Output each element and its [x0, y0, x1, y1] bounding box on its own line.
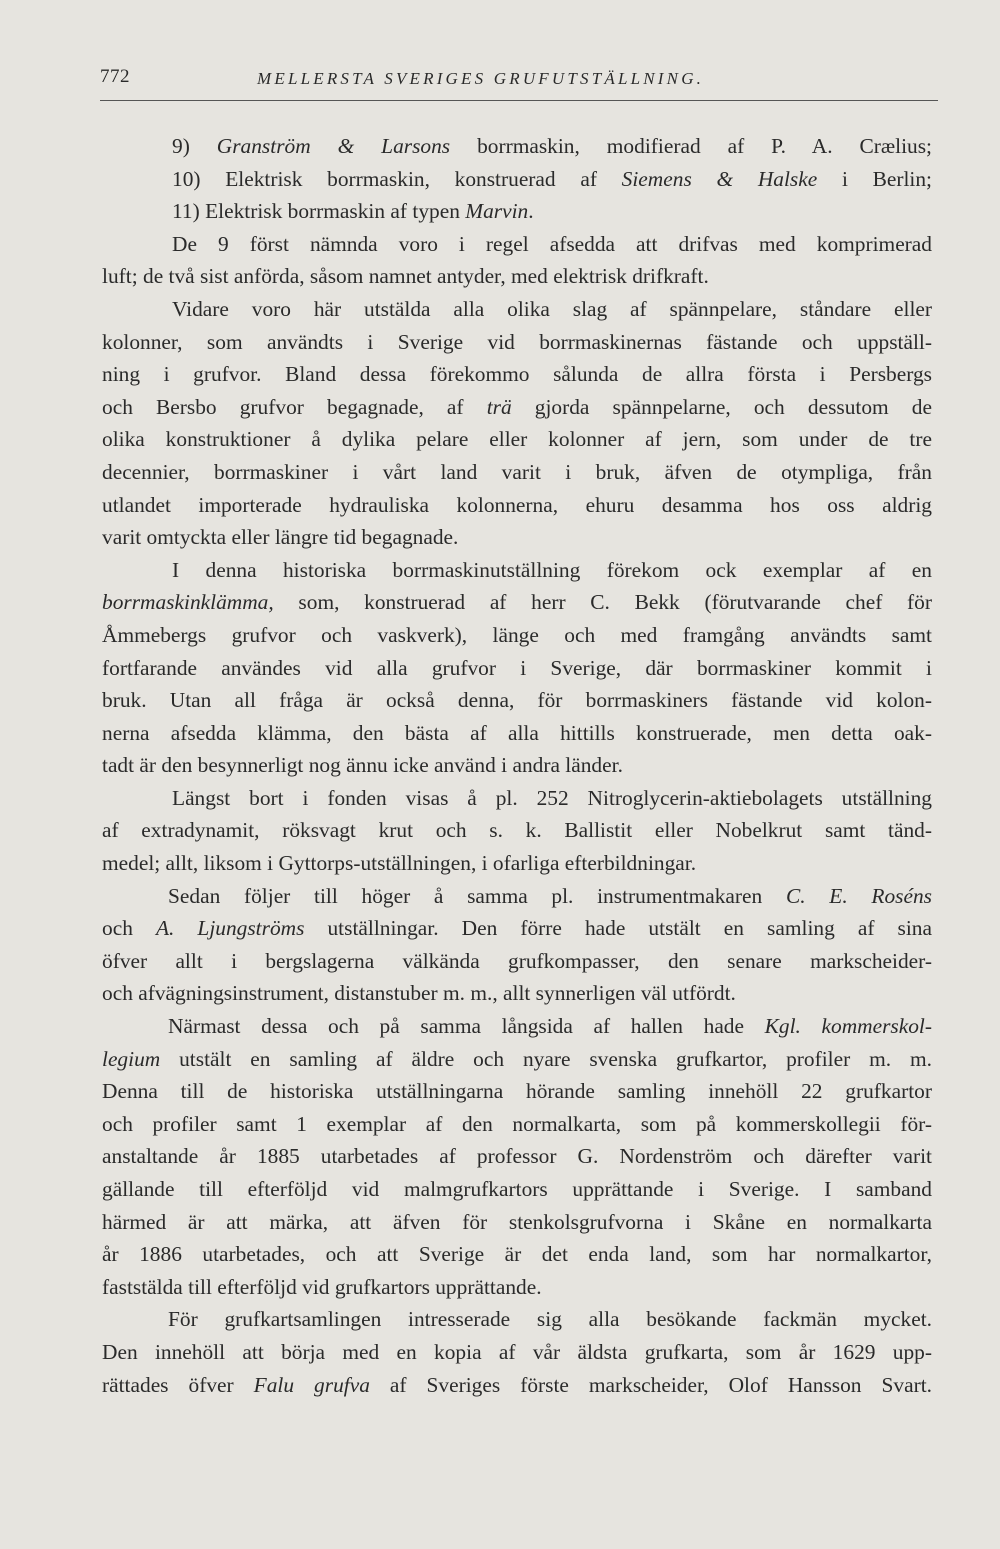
text-line — [102, 619, 932, 652]
text-run: För grufkartsamlingen intresserade sig alla besökande fackmän mycket. — [168, 1307, 932, 1332]
text-run: Den innehöll att börja med en kopia af vår äldsta grufkarta, som år 1629 upp- — [102, 1339, 932, 1364]
text-line — [102, 358, 932, 391]
text-run: decennier, borrmaskiner i vårt land varit i bruk, äfven de otympliga, från — [102, 459, 932, 484]
text-run: och — [102, 916, 156, 941]
text-line — [102, 880, 932, 913]
text-run: utlandet importerade hydrauliska kolonnerna, ehuru desamma hos oss aldrig — [102, 492, 932, 517]
text-line — [102, 847, 932, 880]
text-run: . — [528, 199, 534, 224]
text-line — [102, 814, 932, 847]
italic-phrase: A. Ljungströms — [155, 916, 305, 941]
text-run: Åmmebergs grufvor och vaskverk), länge och med framgång användts samt — [102, 622, 932, 647]
text-line — [102, 912, 932, 945]
text-run: Vidare voro här utstälda alla olika slag af spännpelare, ståndare eller — [172, 296, 932, 321]
text-line — [102, 456, 932, 489]
text-run: I denna historiska borrmaskinutställning förekom ock exemplar af en — [172, 557, 932, 582]
text-run: kolonner, som användts i Sverige vid borrmaskinernas fästande och uppställ- — [102, 329, 932, 354]
text-run: i Berlin; — [817, 166, 933, 191]
italic-phrase: C. E. Roséns — [785, 883, 932, 908]
text-line — [102, 130, 932, 163]
text-run: som, konstruerad af herr C. Bekk (förutvarande chef för — [273, 590, 932, 615]
text-run: och afvägningsinstrument, distanstuber m. m., allt synnerligen väl utfördt. — [102, 981, 736, 1006]
italic-phrase: Kgl. kommerskol- — [764, 1014, 933, 1039]
text-run: af extradynamit, röksvagt krut och s. k. Ballistit eller Nobelkrut samt tänd- — [102, 818, 932, 843]
text-run: De 9 först nämnda voro i regel afsedda att drifvas med komprimerad — [172, 231, 932, 256]
text-run: utstält en samling af äldre och nyare svenska grufkartor, profiler m. m. — [160, 1046, 932, 1071]
text-line — [102, 1238, 932, 1271]
text-run: gällande till efterföljd vid malmgrufkartors upprättande i Sverige. I samband — [102, 1177, 932, 1201]
text-line — [102, 293, 932, 326]
text-run: olika konstruktioner å dylika pelare eller kolonner af jern, som under de tre — [102, 427, 932, 452]
text-run: fortfarande användes vid alla grufvor i Sverige, där borrmaskiner kommit i — [102, 655, 932, 680]
italic-phrase: Marvin — [465, 199, 529, 224]
text-line — [102, 195, 932, 228]
text-run: anstaltande år 1885 utarbetades af professor G. Nordenström och därefter varit — [102, 1144, 932, 1169]
text-line — [102, 391, 932, 424]
text-line — [102, 1075, 932, 1108]
page-header — [100, 66, 938, 106]
text-run: 9) — [172, 134, 217, 158]
text-line — [102, 1206, 932, 1239]
text-run: ning i grufvor. Bland dessa förekommo sålunda de allra första i Persbergs — [102, 362, 932, 387]
text-line — [102, 163, 932, 196]
text-run: rättades öfver — [102, 1372, 254, 1397]
text-run: medel; allt, liksom i Gyttorps-utställningen, i ofarliga efterbildningar. — [102, 851, 697, 876]
text-line — [102, 521, 932, 554]
running-title: MELLERSTA SVERIGES GRUFUTSTÄLLNING. — [257, 69, 705, 88]
text-line — [102, 423, 932, 456]
text-run: utställningar. Den förre hade utstält en samling af sina — [304, 916, 932, 941]
text-run: Längst bort i fonden visas å pl. 252 Nitroglycerin-aktiebolagets utställning — [172, 785, 932, 810]
italic-phrase: legium — [102, 1046, 161, 1071]
text-run: öfver allt i bergslagerna välkända grufkompasser, den senare markscheider- — [102, 948, 932, 973]
page-number: 772 — [100, 66, 130, 87]
text-run: och profiler samt 1 exemplar af den normalkarta, som på kommerskollegii för- — [102, 1111, 932, 1136]
text-run: Närmast dessa och på samma långsida af hallen hade — [168, 1014, 765, 1039]
text-run: Sedan följer till höger å samma pl. instrumentmakaren — [168, 883, 786, 908]
text-line — [102, 652, 932, 685]
text-line — [102, 977, 932, 1010]
text-run: nerna afsedda klämma, den bästa af alla hittills konstruerade, men detta oak- — [102, 720, 932, 745]
text-line — [102, 554, 932, 587]
text-line — [102, 586, 932, 619]
text-run: borrmaskin, modifierad af P. A. Crælius; — [450, 134, 932, 158]
text-line — [102, 684, 932, 717]
text-run: Denna till de historiska utställningarna hörande samling innehöll 22 grufkartor — [102, 1079, 932, 1104]
text-line — [102, 1043, 932, 1076]
italic-phrase: trä — [486, 394, 512, 419]
text-run: 10) Elektrisk borrmaskin, konstruerad af — [172, 166, 622, 191]
text-run: gjorda spännpelarne, och dessutom de — [511, 394, 932, 419]
text-line — [102, 1271, 932, 1304]
italic-phrase: borrmaskinklämma, — [102, 590, 274, 615]
text-line — [102, 1303, 932, 1336]
italic-phrase: Falu grufva — [253, 1372, 370, 1397]
text-line — [102, 1108, 932, 1141]
text-line — [102, 326, 932, 359]
text-run: härmed är att märka, att äfven för stenkolsgrufvorna i Skåne en normalkarta — [102, 1209, 932, 1234]
text-run: bruk. Utan all fråga är också denna, för borrmaskiners fästande vid kolon- — [102, 688, 932, 713]
italic-phrase: Granström & Larsons — [216, 134, 451, 158]
text-run: varit omtyckta eller längre tid begagnade. — [102, 525, 459, 550]
text-line — [102, 260, 932, 293]
header-rule — [100, 100, 938, 101]
body-text — [102, 130, 932, 1401]
text-line — [102, 782, 932, 815]
text-line — [102, 1173, 932, 1206]
text-line — [102, 1369, 932, 1402]
text-line — [102, 228, 932, 261]
italic-phrase: Siemens & Halske — [621, 166, 818, 191]
text-run: luft; de två sist anförda, såsom namnet antyder, med elektrisk drifkraft. — [102, 264, 709, 289]
text-line — [102, 1336, 932, 1369]
text-line — [102, 945, 932, 978]
text-run: 11) Elektrisk borrmaskin af typen — [172, 199, 466, 224]
text-line — [102, 749, 932, 782]
text-run: och Bersbo grufvor begagnade, af — [102, 394, 487, 419]
text-run: faststälda till efterföljd vid grufkartors upprättande. — [102, 1274, 542, 1299]
text-run: tadt är den besynnerligt nog ännu icke använd i andra länder. — [102, 753, 623, 778]
text-line — [102, 489, 932, 522]
text-run: år 1886 utarbetades, och att Sverige är det enda land, som har normalkartor, — [102, 1242, 932, 1267]
text-line — [102, 1140, 932, 1173]
text-line — [102, 1010, 932, 1043]
text-line — [102, 717, 932, 750]
text-run: af Sveriges förste markscheider, Olof Hansson Svart. — [369, 1372, 932, 1397]
